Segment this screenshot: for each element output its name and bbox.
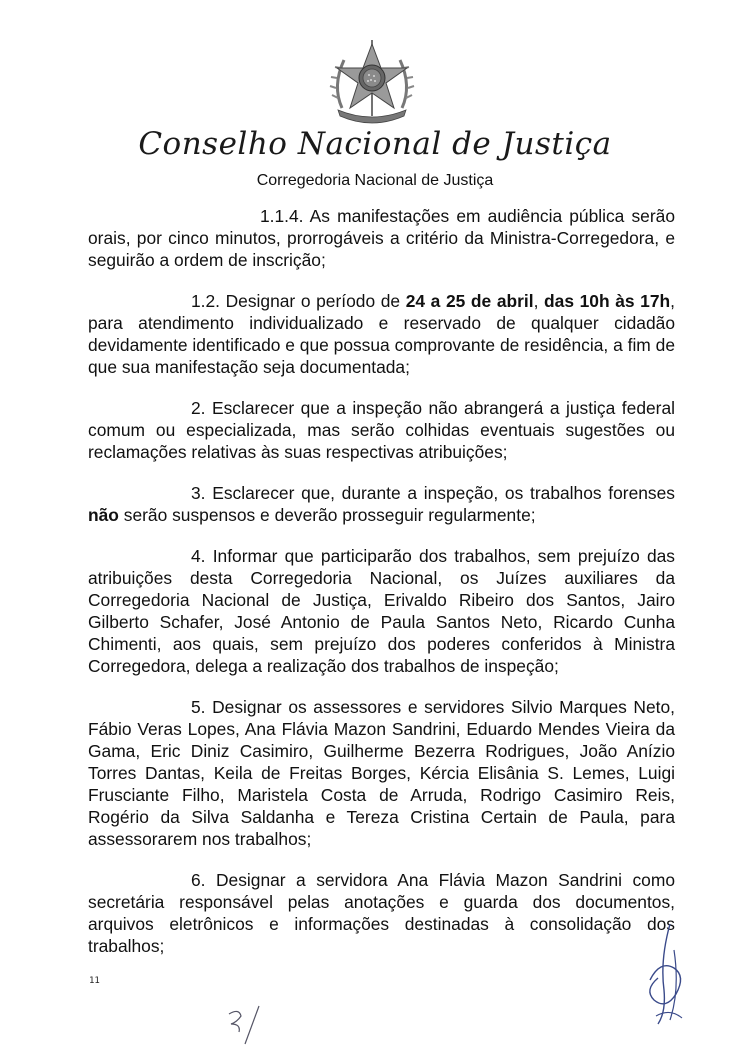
paragraph-6: 6. Designar a servidora Ana Flávia Mazon Sandrini como secretária responsável pelas anotações e guarda dos documentos, arquivos eletrônicos e informações destinadas à consolidação dos trabalhos; (88, 870, 675, 956)
bold-date-range: 24 a 25 de abril (405, 291, 534, 311)
bold-time-range: das 10h às 17h (544, 291, 671, 311)
department-subtitle: Corregedoria Nacional de Justiça (256, 172, 494, 189)
paragraph-1-2-text-e: , para atendimento individualizado e reservado de qualquer cidadão devidamente identificado e que possua comprovante de residência, a fim de que sua manifestação seja documentada; (88, 291, 675, 377)
handwritten-initials-icon (225, 1000, 265, 1048)
paragraph-2: 2. Esclarecer que a inspeção não abrangerá a justiça federal comum ou especializada, mas serão colhidas eventuais sugestões ou reclamações relativas às suas respectivas atribuições; (88, 398, 675, 462)
institution-title: Conselho Nacional de Justiça (138, 126, 612, 162)
paragraph-3-text-a: 3. Esclarecer que, durante a inspeção, os trabalhos forenses (191, 483, 675, 503)
paragraph-1-2-text-c: , (533, 291, 545, 311)
paragraph-3 (88, 482, 675, 526)
handwritten-signature-icon (630, 920, 700, 1030)
paragraph-5: 5. Designar os assessores e servidores Silvio Marques Neto, Fábio Veras Lopes, Ana Flávia Mazon Sandrini, Eduardo Mendes Vieira da Gama, Eric Diniz Casimiro, Guilherme Bezerra Rodrigues, João Anízio Torres Dantas, Keila de Freitas Borges, Kércia Elisânia S. Lemes, Luigi Frusciante Filho, Maristela Costa de Arruda, Rodrigo Casimiro Reis, Rogério da Silva Saldanha e Tereza Cristina Certain de Paula, para assessorarem nos trabalhos; (88, 697, 675, 849)
paragraph-3-text-c: serão suspensos e deverão prosseguir regularmente; (118, 505, 536, 525)
bold-nao: não (88, 505, 119, 525)
document-body (88, 205, 675, 976)
paragraph-4: 4. Informar que participarão dos trabalhos, sem prejuízo das atribuições desta Corregedoria Nacional, os Juízes auxiliares da Corregedoria Nacional de Justiça, Erivaldo Ribeiro dos Santos, Jairo Gilberto Schafer, José Antonio de Paula Santos Neto, Ricardo Cunha Chimenti, aos quais, sem prejuízo dos poderes conferidos à Ministra Corregedora, delega a realização dos trabalhos de inspeção; (88, 546, 675, 676)
paragraph-1-2 (88, 290, 675, 378)
paragraph-1-1-4: 1.1.4. As manifestações em audiência pública serão orais, por cinco minutos, prorrogáveis a critério da Ministra-Corregedora, e seguirão a ordem de inscrição; (88, 206, 675, 270)
paragraph-1-2-text-a: 1.2. Designar o período de (191, 291, 406, 311)
page-number: 11 (89, 976, 100, 986)
brazil-coat-of-arms-icon (324, 38, 420, 124)
